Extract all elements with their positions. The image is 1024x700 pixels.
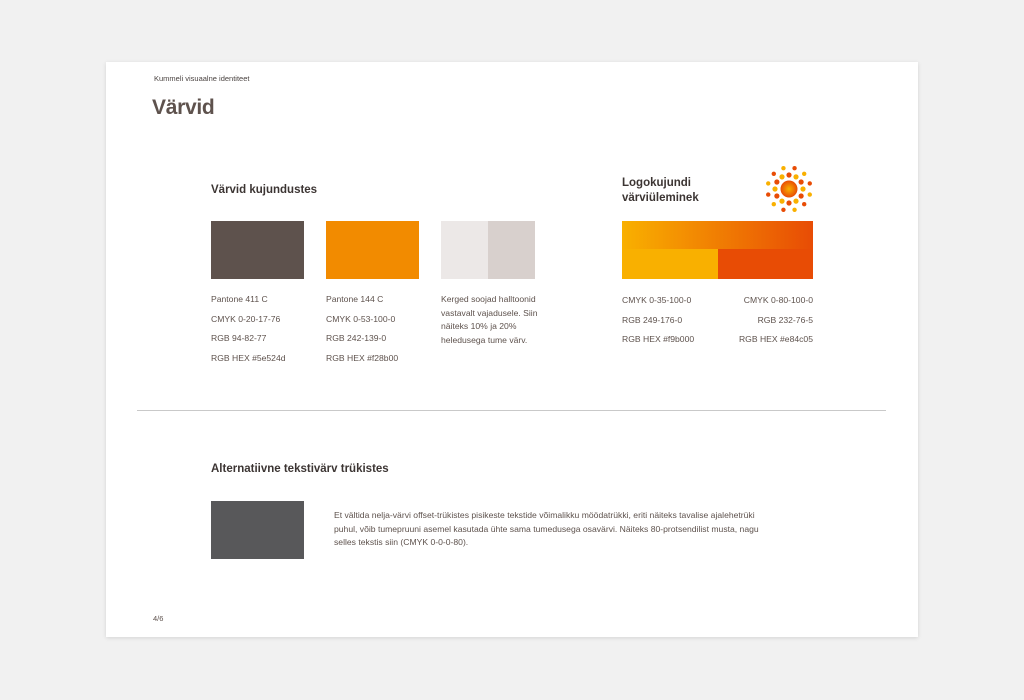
sun-dot xyxy=(792,166,796,170)
swatch-brown xyxy=(211,221,304,279)
sun-dot xyxy=(808,181,812,185)
sun-dot xyxy=(766,181,770,185)
grey-tints-note: Kerged soojad halltoonid vastavalt vajadusele. Siin näiteks 10% ja 20% heledusega tume värv. xyxy=(441,294,538,345)
gradient-start-spec xyxy=(622,291,694,350)
sun-dot xyxy=(779,199,784,204)
sun-dot xyxy=(772,172,776,176)
sun-dot xyxy=(781,208,785,212)
sun-dot xyxy=(793,174,798,179)
sun-dot xyxy=(799,179,804,184)
sun-dot xyxy=(799,193,804,198)
swatch-grey-20 xyxy=(488,221,535,279)
spec-line: RGB 94-82-77 xyxy=(211,333,267,343)
logo-heading-line: värviüleminek xyxy=(622,192,699,204)
spec-line: RGB HEX #f9b000 xyxy=(622,334,695,344)
gradient-end-block xyxy=(718,249,814,279)
section-divider xyxy=(137,410,886,411)
spec-line: RGB HEX #5e524d xyxy=(211,352,286,363)
sun-dot xyxy=(793,199,798,204)
page-title: Värvid xyxy=(152,96,215,119)
sun-dot xyxy=(781,166,785,170)
sun-dot xyxy=(800,186,805,191)
alt-section-body: Et vältida nelja-värvi offset-trükistes pisikeste tekstide võimalikku möödatrükki, eriti näiteks tavalise ajalehetrüki puhul, võib tumepruuni asemel kasutada ühte sama tumedusega osavärvi. Näiteks 80-protsendilist musta, nagu selles tekstis siin (CMYK 0-0-0-80). xyxy=(334,510,759,547)
document-page xyxy=(106,62,918,637)
sun-dot xyxy=(774,193,779,198)
gradient-end-spec xyxy=(702,291,813,350)
swatch-brown-spec xyxy=(211,290,286,368)
page-number: 4/6 xyxy=(153,614,164,623)
gradient-start-block xyxy=(622,249,718,279)
spec-line: CMYK 0-35-100-0 xyxy=(622,295,692,305)
sun-dot xyxy=(792,208,796,212)
swatch-grey-10 xyxy=(441,221,488,279)
spec-line: RGB 242-139-0 xyxy=(326,333,387,343)
sun-dot xyxy=(779,174,784,179)
logo-gradient-bar xyxy=(622,221,813,279)
sun-dot xyxy=(772,202,776,206)
spec-line: Pantone 411 C xyxy=(211,294,268,304)
spec-line: CMYK 0-20-17-76 xyxy=(211,313,281,324)
swatch-dark-grey xyxy=(211,501,304,559)
gradient-strip xyxy=(622,221,813,249)
logo-section-heading xyxy=(622,176,699,206)
logo-heading-line: Logokujundi xyxy=(622,177,691,189)
swatch-grey-tints xyxy=(441,221,535,279)
swatch-orange xyxy=(326,221,419,279)
spec-line: CMYK 0-80-100-0 xyxy=(743,295,813,305)
sun-dot xyxy=(802,172,806,176)
spec-line: RGB 249-176-0 xyxy=(622,314,683,325)
swatch-orange-spec xyxy=(326,290,398,368)
spec-line: RGB HEX #f28b00 xyxy=(326,352,399,363)
sun-dot xyxy=(802,202,806,206)
colors-section-heading: Värvid kujundustes xyxy=(211,184,318,196)
spec-line: CMYK 0-53-100-0 xyxy=(326,313,396,324)
sun-dot xyxy=(786,200,791,205)
sun-dot xyxy=(774,179,779,184)
sun-logo-icon xyxy=(762,162,816,216)
spec-line: RGB 232-76-5 xyxy=(757,314,813,325)
alt-section-heading: Alternatiivne tekstivärv trükistes xyxy=(211,463,389,475)
sun-dot xyxy=(772,186,777,191)
sun-dot xyxy=(786,172,791,177)
running-title: Kummeli visuaalne identiteet xyxy=(154,74,250,83)
sun-dot xyxy=(808,192,812,196)
spec-line: RGB HEX #e84c05 xyxy=(738,334,813,344)
sun-dot xyxy=(766,192,770,196)
spec-line: Pantone 144 C xyxy=(326,294,384,304)
